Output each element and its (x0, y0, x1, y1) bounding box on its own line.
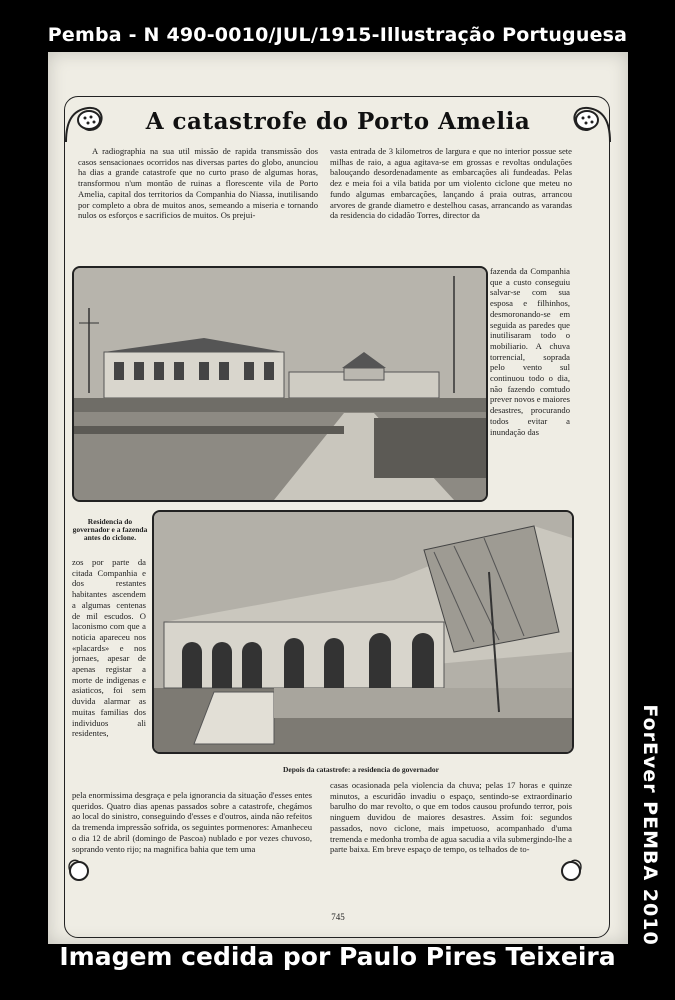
banner-top: Pemba - N 490-0010/JUL/1915-Illustração Portuguesa (47, 24, 628, 46)
paragraph: A radiographia na sua util missão de rapida transmissão dos casos sensacionaes ocorridos nas diversas partes do globo, anunciou ha dias a grande catastrofe que no curto praso de algumas horas, transformou n'um montão de ruinas a florescente vila de Porto Amelia, capital dos territorios da Companhia do Niassa, inutilisando por completo a obra de muitos anos, semeando a miseria e tornando nulos os esforços e sacrificios de muitos. Os prejui- (78, 146, 318, 221)
text-column-1 (78, 146, 318, 258)
page-number: 745 (331, 912, 345, 922)
paragraph: fazenda da Companhia que a custo conseguiu salvar-se com sua esposa e filhinhos, desmoronando-se em seguida as paredes que inutilisaram todo o mobiliario. A chuva torrencial, soprada pelo vento sul continuou todo o dia, não fazendo comtudo prever novos e maiores desastres, procurando todos evitar a inundação das (490, 266, 570, 437)
article-title: A catastrofe do Porto Amelia (145, 108, 531, 135)
banner-bottom: Imagem cedida por Paulo Pires Teixeira (59, 942, 616, 971)
ornament-right-icon (568, 102, 614, 148)
paragraph: vasta entrada de 3 kilometros de largura e que no interior possue sete milhas de raio, a agua agitava-se em grossas e revoltas ondulações balouçando desordenadamente as embarcações ali fundeadas. Pelas dez e meia foi a vila batida por um violento ciclone que meteu no fundo algumas embarcações, lançando á praia outras, arrancou arvores de grande diametro e destelhou casas, arrancando as varandas da residencia do cidadão Torres, director da (330, 146, 572, 221)
text-column-bottom-right (330, 780, 572, 888)
banner-side: ForEver PEMBA 2010 (639, 704, 661, 946)
paragraph: pela enormissima desgraça e pela ignorancia da situação d'esses entes queridos. Quatro dias apenas passados sobre a catastrofe, chegámos ao local do sinistro, conseguindo d'esses e d'outros, ainda não refeitos da tremenda impressão sofrida, os seguintes pormenores: Amanheceu o dia 12 de abril (domingo de Pascoa) nublado e por vezes chuvoso, soprando vento rijo; na magnifica bahia que tem uma (72, 790, 312, 854)
paragraph: zos por parte da citada Companhia e dos restantes habitantes ascendem a algumas centenas de mil escudos. O laconismo com que a noticia apareceu nos «placards» e nos jornaes, apesar de apenas registar a morte de indigenas e asiaticos, foi sem duvida alarmar as muitas familias dos individuos ali residentes, (72, 557, 146, 739)
scanned-page (48, 52, 628, 944)
text-column-bottom-left (72, 790, 312, 890)
ornament-left-icon (62, 102, 108, 148)
text-column-2 (330, 146, 572, 258)
photo-before (72, 266, 488, 502)
paragraph: casas ocasionada pela violencia da chuva; pelas 17 horas e quinze minutos, a escuridão invadiu o espaço, sentindo-se extraordinario barulho do mar revolto, o que em todos causou profundo terror, pois ninguem duvidou de maiores desastres. Assim foi: segundos passados, novo ciclone, mais impetuoso, acompanhado d'uma tremenda e medonha tromba de agua sacudia a vila submergindo-lhe a parte baixa. Em breve espaço de tempo, os telhados de to- (330, 780, 572, 855)
caption-before: Residencia do governador e a fazenda antes do ciclone. (72, 517, 148, 542)
caption-after: Depois da catastrofe: a residencia do governador (283, 765, 439, 774)
text-column-left (72, 557, 146, 789)
photo-after (152, 510, 574, 754)
text-column-right (490, 266, 570, 498)
